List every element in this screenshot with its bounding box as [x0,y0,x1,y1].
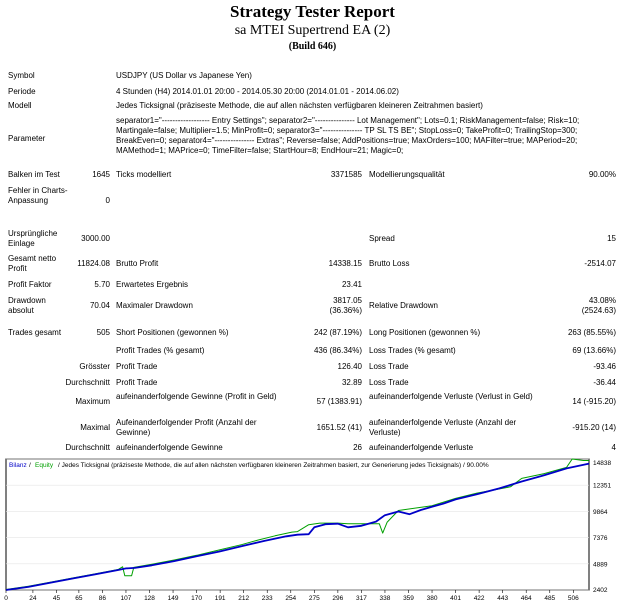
largest-label: Grösster [79,362,110,371]
period-label: Periode [8,87,36,96]
average-loss-trade-value: -36.44 [593,378,616,387]
average-consecutive-wins-label: aufeinanderfolgende Gewinne [116,443,223,452]
short-positions-label: Short Positionen (gewonnen %) [116,328,229,337]
maximal-consecutive-profit-label: Aufeinanderfolgender Profit (Anzahl der Gewinne) [116,418,257,437]
spread-label: Spread [369,234,395,243]
profit-trades-label: Profit Trades (% gesamt) [116,346,205,355]
total-trades-label: Trades gesamt [8,328,62,337]
max-consecutive-losses-value: 14 (-915.20) [572,397,616,406]
y-tick-label: 2402 [593,587,608,594]
deposit-value: 3000.00 [81,234,110,243]
maximal-consecutive-loss-value: -915.20 (14) [572,423,616,432]
absolute-drawdown-label: Drawdown absolut [8,296,46,315]
x-tick-label: 380 [426,595,438,602]
average-profit-trade-label: Profit Trade [116,378,158,387]
y-tick-label: 7376 [593,535,608,543]
x-tick-label: 191 [214,595,226,602]
x-tick-label: 254 [285,595,297,602]
short-positions-value: 242 (87.19%) [313,328,362,337]
x-tick-label: 212 [238,595,250,602]
model-label: Modell [8,101,32,110]
parameter-label: Parameter [8,134,46,143]
x-tick-label: 464 [520,595,532,602]
maximal-drawdown-value: 3817.05 [333,296,362,305]
expected-payoff-value: 23.41 [341,280,362,289]
average-profit-trade-value: 32.89 [341,378,362,387]
total-trades-value: 505 [96,328,110,337]
ticks-label: Ticks modelliert [116,170,172,179]
y-tick-label: 9864 [593,508,608,516]
largest-profit-trade-label: Profit Trade [116,362,158,371]
chart-plot-area [6,459,589,590]
long-positions-value: 263 (85.55%) [567,328,616,337]
average-loss-trade-label: Loss Trade [369,378,409,387]
symbol-value: USDJPY (US Dollar vs Japanese Yen) [116,71,252,80]
net-profit-value: 11824.08 [77,259,110,268]
max-consecutive-losses-label: aufeinanderfolgende Verluste (Verlust in Geld) [369,392,533,401]
x-tick-label: 317 [355,595,367,602]
average-label: Durchschnitt [65,378,110,387]
chart-y-ticks [593,460,611,594]
absolute-drawdown-value: 70.04 [89,301,110,310]
relative-drawdown-value: 43.08% [588,296,616,305]
maximal-drawdown-label: Maximaler Drawdown [116,301,193,310]
largest-loss-trade-label: Loss Trade [369,362,409,371]
legend-balance: Bilanz [9,462,27,469]
y-tick-label: 14838 [593,460,612,467]
report-title: Strategy Tester Report [230,2,395,21]
bars-value: 1645 [92,170,110,179]
x-tick-label: 506 [567,595,579,602]
report-subtitle: sa MTEI Supertrend EA (2) [234,23,391,38]
maximal-consecutive-profit-value: 1651.52 (41) [316,423,362,432]
quality-value: 90.00% [588,170,616,179]
expected-payoff-label: Erwartetes Ergebnis [116,280,189,289]
relative-drawdown-amount: (2524.63) [581,306,616,315]
x-tick-label: 422 [473,595,485,602]
maximal-consecutive-loss-label: aufeinanderfolgende Verluste (Anzahl der Verluste) [369,418,517,437]
x-tick-label: 233 [261,595,273,602]
legend-description: / Jedes Ticksignal (präziseste Methode, die auf allen nächsten verfügbaren kleineren Zeitrahmen basiert, zur Generierung jedes Ticksignals) / 90.00% [58,462,489,469]
x-tick-label: 275 [308,595,320,602]
average-consecutive-label: Durchschnitt [65,443,110,452]
deposit-label: Ursprüngliche Einlage [8,229,58,248]
bars-label: Balken im Test [8,170,60,179]
loss-trades-value: 69 (13.66%) [572,346,616,355]
long-positions-label: Long Positionen (gewonnen %) [369,328,481,337]
profit-factor-value: 5.70 [94,280,110,289]
average-consecutive-losses-value: 4 [611,443,616,452]
model-value: Jedes Ticksignal (präziseste Methode, die auf allen nächsten verfügbaren kleineren Zeitrahmen basiert) [116,101,483,110]
errors-label: Fehler in Charts-Anpassung [8,186,68,205]
build-number: (Build 646) [288,41,337,52]
spread-value: 15 [607,234,616,243]
max-consecutive-wins-label: aufeinanderfolgende Gewinne (Profit in Geld) [116,392,277,401]
average-consecutive-wins-value: 26 [353,443,362,452]
net-profit-label: Gesamt netto Profit [8,254,57,273]
y-tick-label: 12351 [593,482,612,490]
x-tick-label: 0 [4,595,8,602]
period-value: 4 Stunden (H4) 2014.01.01 20:00 - 2014.05.30 20:00 (2014.01.01 - 2014.06.02) [116,87,399,96]
symbol-label: Symbol [8,71,35,80]
y-tick-label: 4889 [593,561,608,569]
x-tick-label: 338 [379,595,391,602]
gross-profit-label: Brutto Profit [116,259,159,268]
x-tick-label: 359 [403,595,414,602]
largest-profit-trade-value: 126.40 [337,362,362,371]
x-tick-label: 296 [332,595,344,602]
equity-chart [0,458,625,604]
x-tick-label: 65 [75,595,83,602]
gross-loss-value: -2514.07 [584,259,616,268]
legend-equity: Equity [35,462,54,469]
errors-value: 0 [105,196,110,205]
profit-trades-value: 436 (86.34%) [313,346,362,355]
maximal-drawdown-percent: (36.36%) [329,306,362,315]
parameter-value: separator1="------------------ Entry Settings"; separator2="--------------- Lot Management"; Lots=0.1; RiskManagement=false; Risk=10; Martingale=false; Multiplier=1.5; MinProfit=0; separator3="--------------- TP SL TS BE"; StopLoss=0; TakeProfit=0; TrailingStop=300; BreakEven=0; separator4="--------------- Extras"; Reverse=false; AddPositions=true; MaxOrders=100; MAFilter=true; MAPeriod=20; MAMethod=1; MAPrice=0; TimeFilter=false; StartHour=8; EndHour=21; Magic=0; [116,116,580,155]
average-consecutive-losses-label: aufeinanderfolgende Verluste [369,443,474,452]
x-tick-label: 401 [450,595,462,602]
x-tick-label: 24 [29,595,37,602]
x-tick-label: 485 [544,595,556,602]
x-tick-label: 107 [120,595,132,602]
quality-label: Modellierungsqualität [369,170,445,179]
maximum-label: Maximum [75,397,110,406]
x-tick-label: 149 [167,595,179,602]
largest-loss-trade-value: -93.46 [593,362,616,371]
max-consecutive-wins-value: 57 (1383.91) [316,397,362,406]
profit-factor-label: Profit Faktor [8,280,52,289]
x-tick-label: 45 [52,595,61,602]
loss-trades-label: Loss Trades (% gesamt) [369,346,456,355]
relative-drawdown-label: Relative Drawdown [369,301,438,310]
gross-profit-value: 14338.15 [328,259,362,268]
legend-separator: / [29,462,31,469]
x-tick-label: 443 [497,595,509,602]
x-tick-label: 86 [98,595,107,602]
ticks-value: 3371585 [330,170,362,179]
gross-loss-label: Brutto Loss [369,259,410,268]
maximal-label: Maximal [80,423,110,432]
x-tick-label: 170 [191,595,203,602]
chart-x-ticks [4,590,579,602]
x-tick-label: 128 [144,595,155,602]
